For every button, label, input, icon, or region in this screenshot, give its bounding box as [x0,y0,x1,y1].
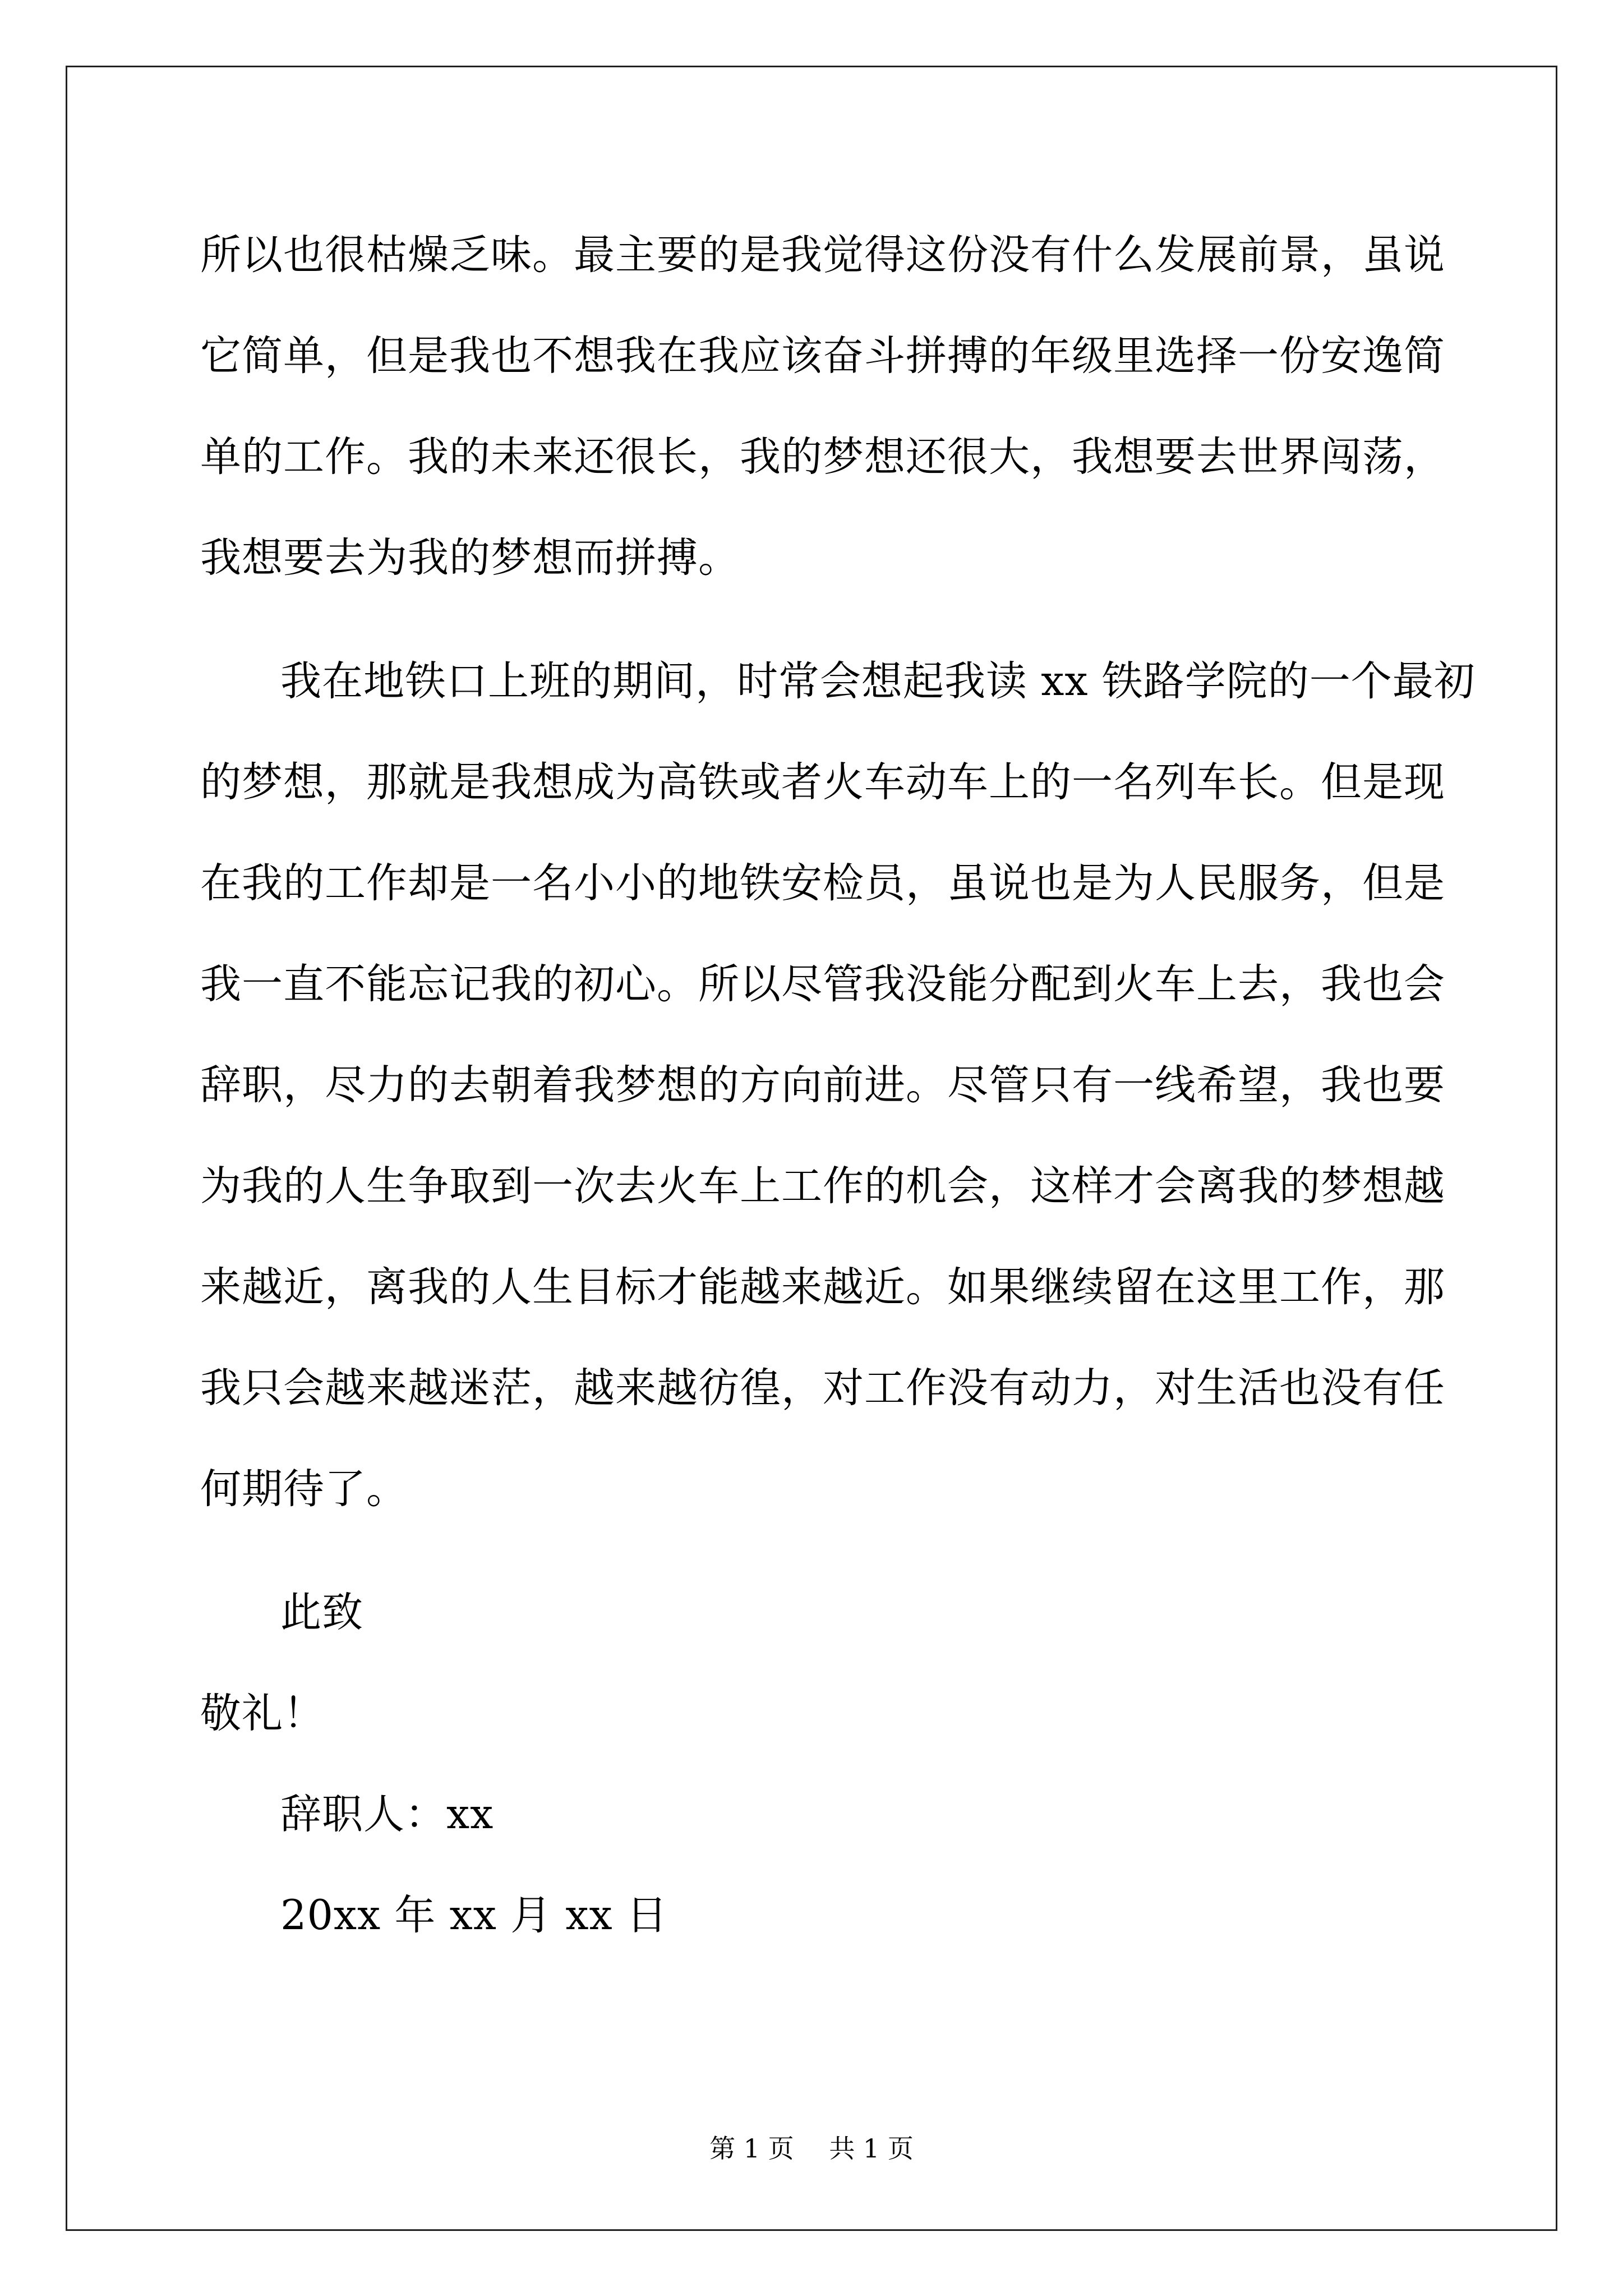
paragraph-1-line-4: 我想要去为我的梦想而拼搏。 [200,534,740,582]
page-footer [0,2132,1623,2165]
paragraph-1-line-1: 所以也很枯燥乏味。最主要的是我觉得这份没有什么发展前景，虽说 [200,231,1445,279]
paragraph-1-line-3: 单的工作。我的未来还很长，我的梦想还很大，我想要去世界闯荡， [200,433,1445,481]
page-total: 共 1 页 [829,2133,914,2164]
salutation-text: 敬礼！ [200,1690,325,1737]
paragraph-2-line-4: 我一直不能忘记我的初心。所以尽管我没能分配到火车上去，我也会 [200,960,1445,1008]
paragraph-2-line-6: 为我的人生争取到一次去火车上工作的机会，这样才会离我的梦想越 [200,1162,1445,1210]
paragraph-1-line-2: 它简单，但是我也不想我在我应该奋斗拼搏的年级里选择一份安逸简 [200,332,1445,380]
page-number: 第 1 页 [709,2133,794,2164]
paragraph-2-line-1: 我在地铁口上班的期间，时常会想起我读 xx 铁路学院的一个最初 [280,657,1476,705]
paragraph-2-line-9: 何期待了。 [200,1465,408,1513]
paragraph-2-line-8: 我只会越来越迷茫，越来越彷徨，对工作没有动力，对生活也没有任 [200,1364,1445,1412]
date-text: 20xx 年 xx 月 xx 日 [280,1892,668,1939]
signature-text: 辞职人：xx [280,1791,494,1838]
paragraph-2-line-7: 来越近，离我的人生目标才能越来越近。如果继续留在这里工作，那 [200,1263,1445,1311]
paragraph-2-line-2: 的梦想，那就是我想成为高铁或者火车动车上的一名列车长。但是现 [200,758,1445,806]
paragraph-2-line-3: 在我的工作却是一名小小的地铁安检员，虽说也是为人民服务，但是 [200,859,1445,907]
closing-text: 此致 [280,1589,363,1636]
paragraph-2-line-5: 辞职，尽力的去朝着我梦想的方向前进。尽管只有一线希望，我也要 [200,1061,1445,1109]
